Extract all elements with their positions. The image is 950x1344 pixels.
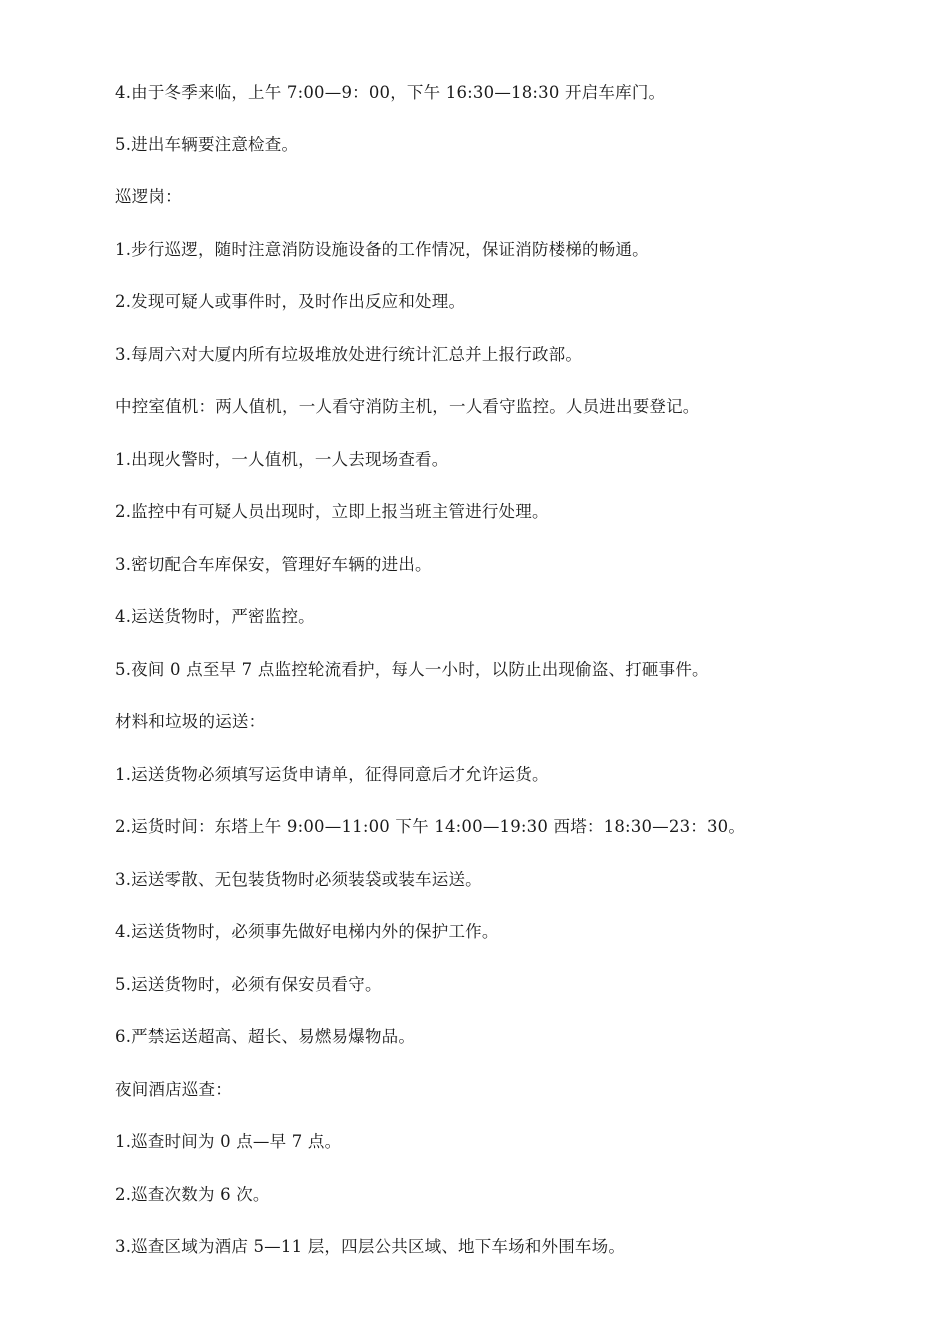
section-heading: 中控室值机：两人值机，一人看守消防主机，一人看守监控。人员进出要登记。 [115, 397, 700, 416]
section-heading: 材料和垃圾的运送： [115, 712, 266, 731]
text-line: 6.严禁运送超高、超长、易燃易爆物品。 [115, 1027, 416, 1046]
text-line: 4.运送货物时，严密监控。 [115, 607, 315, 626]
text-line: 4.由于冬季来临，上午 7:00—9：00，下午 16:30—18:30 开启车库门。 [115, 83, 666, 102]
text-line: 1.出现火警时，一人值机，一人去现场查看。 [115, 450, 449, 469]
text-line: 1.巡查时间为 0 点—早 7 点。 [115, 1132, 342, 1151]
text-line: 3.运送零散、无包装货物时必须装袋或装车运送。 [115, 870, 482, 889]
text-line: 2.运货时间：东塔上午 9:00—11:00 下午 14:00—19:30 西塔：18:30—23：30。 [115, 817, 746, 836]
text-line: 1.运送货物必须填写运货申请单，征得同意后才允许运货。 [115, 765, 549, 784]
text-line: 5.进出车辆要注意检查。 [115, 135, 299, 154]
text-line: 5.运送货物时，必须有保安员看守。 [115, 975, 382, 994]
text-line: 1.步行巡逻，随时注意消防设施设备的工作情况，保证消防楼梯的畅通。 [115, 240, 649, 259]
section-heading: 巡逻岗： [115, 187, 182, 206]
text-line: 2.监控中有可疑人员出现时，立即上报当班主管进行处理。 [115, 502, 549, 521]
text-line: 3.每周六对大厦内所有垃圾堆放处进行统计汇总并上报行政部。 [115, 345, 583, 364]
text-line: 3.巡查区域为酒店 5—11 层，四层公共区域、地下车场和外围车场。 [115, 1237, 626, 1256]
section-heading: 夜间酒店巡查： [115, 1080, 232, 1099]
text-line: 2.巡查次数为 6 次。 [115, 1185, 270, 1204]
text-line: 3.密切配合车库保安，管理好车辆的进出。 [115, 555, 432, 574]
text-line: 2.发现可疑人或事件时，及时作出反应和处理。 [115, 292, 466, 311]
text-line: 5.夜间 0 点至早 7 点监控轮流看护，每人一小时，以防止出现偷盗、打砸事件。 [115, 660, 709, 679]
text-line: 4.运送货物时，必须事先做好电梯内外的保护工作。 [115, 922, 499, 941]
